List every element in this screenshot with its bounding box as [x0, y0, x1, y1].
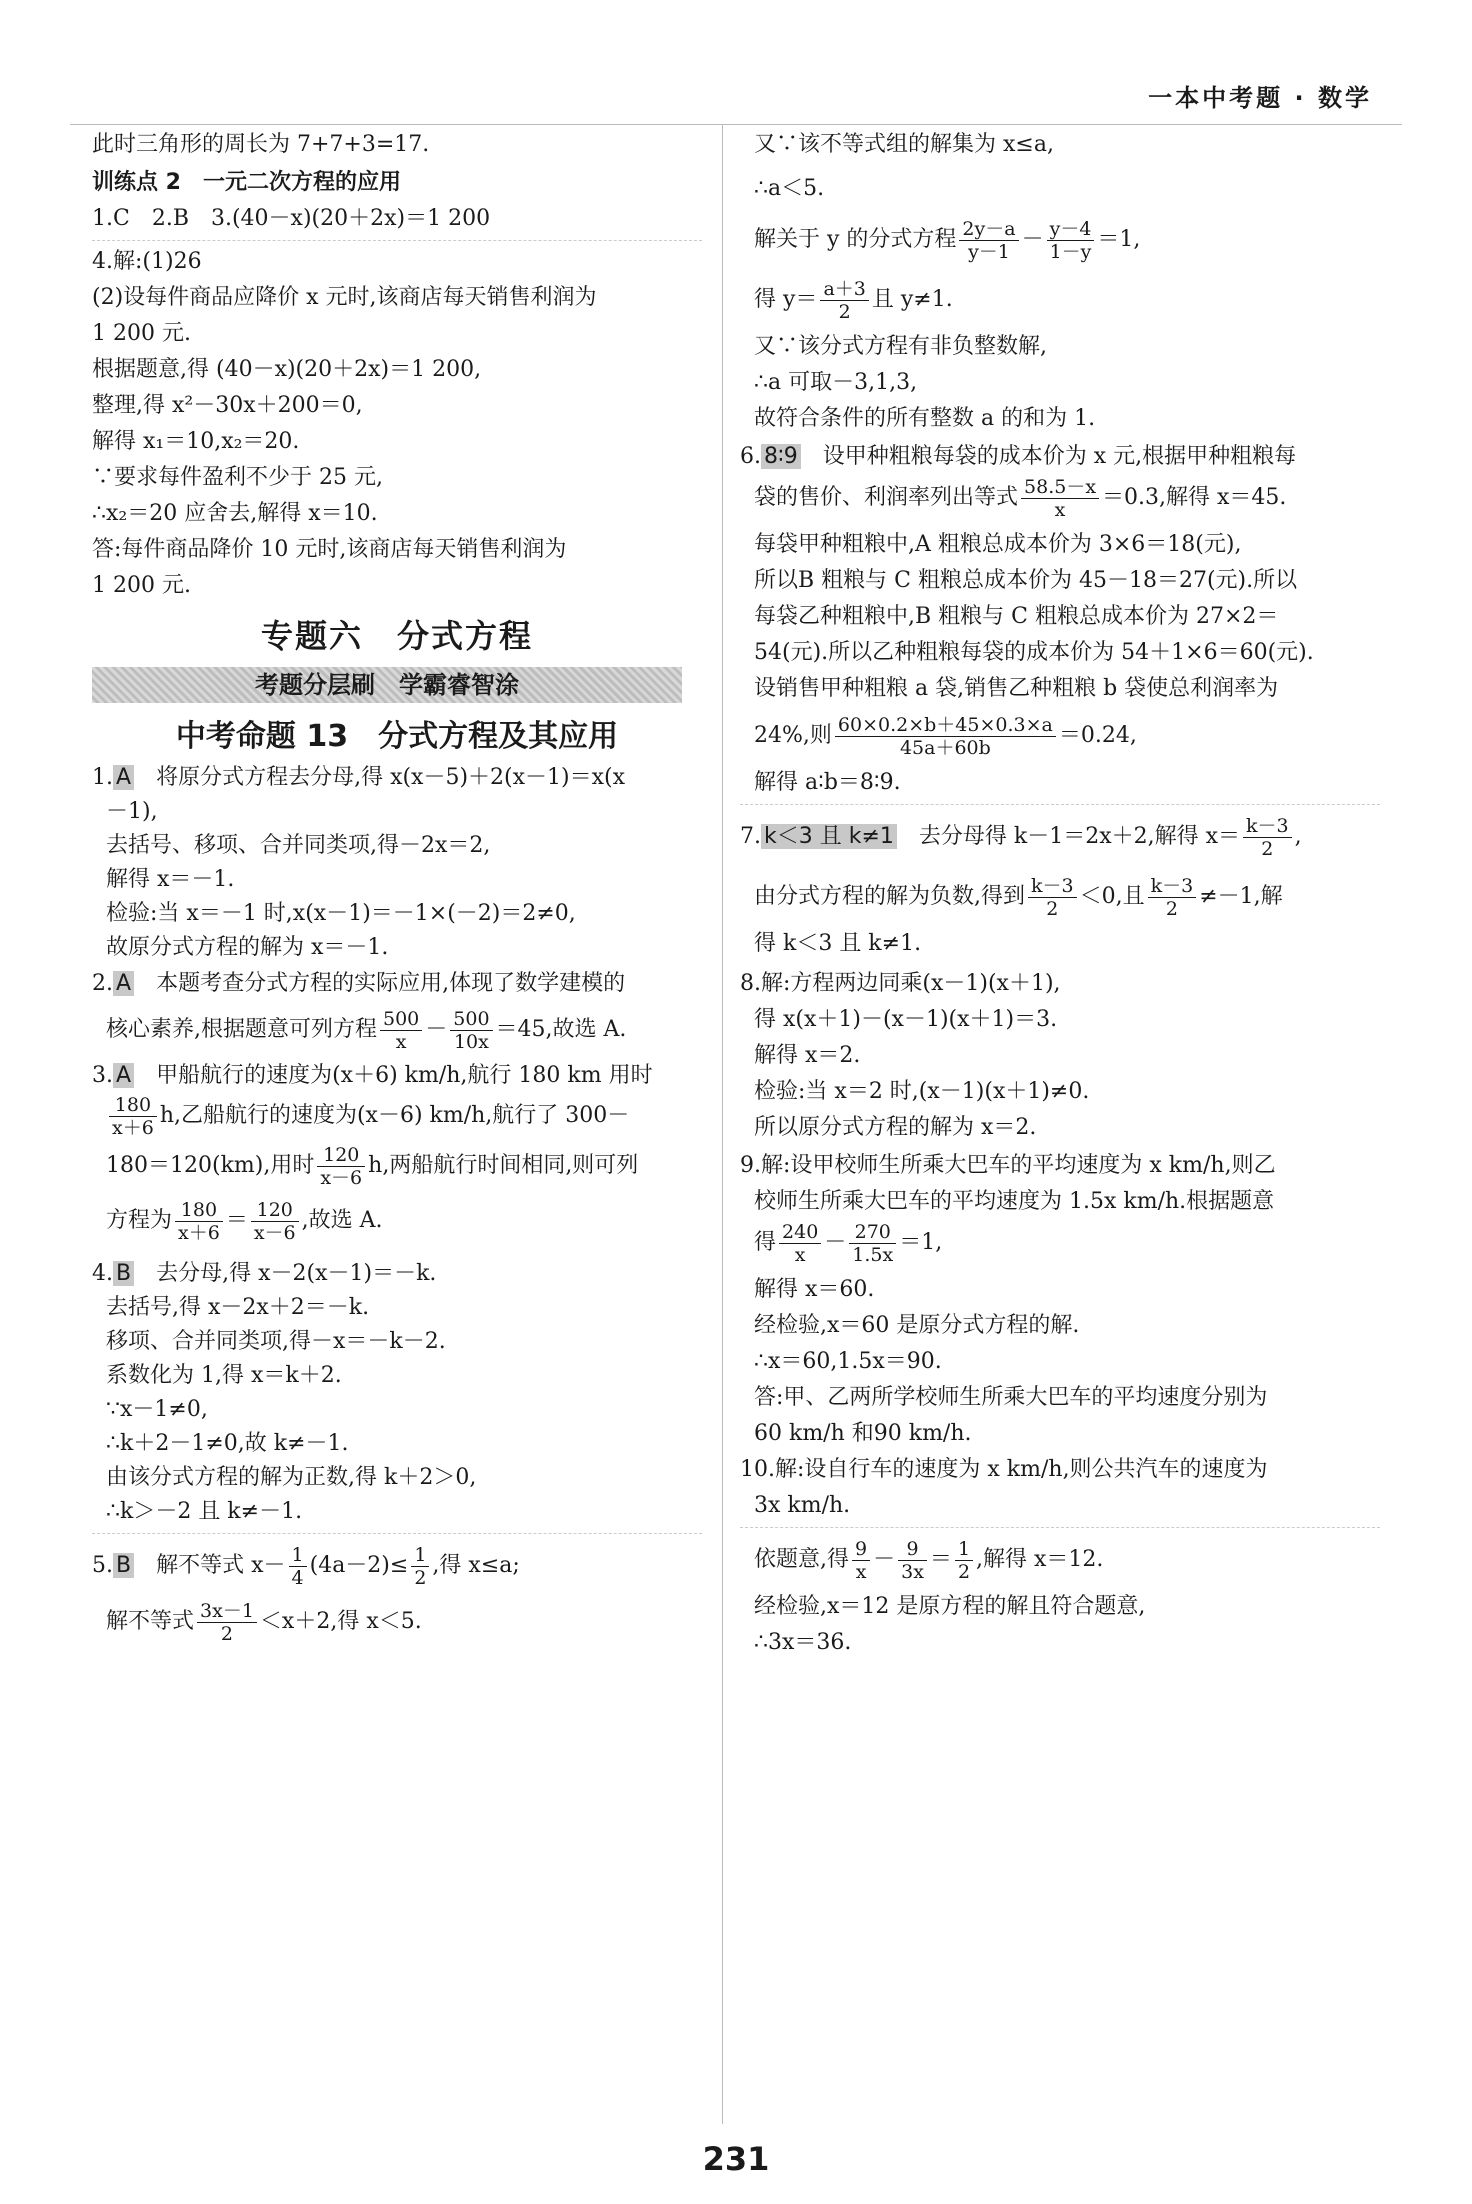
text-line: 检验:当 x＝2 时,(x－1)(x＋1)≠0.: [754, 1079, 1090, 1104]
question-4: 4. B 去分母,得 x－2(x－1)＝－k.: [92, 1261, 437, 1286]
text: ,故选 A.: [301, 1208, 383, 1233]
denominator: x: [395, 1030, 407, 1053]
fraction: [450, 1008, 492, 1053]
text-line: 经检验,x＝60 是原分式方程的解.: [754, 1313, 1080, 1338]
sub-title: 中考命题 13 分式方程及其应用: [175, 719, 619, 754]
text: h,两船航行时间相同,则可列: [368, 1153, 639, 1178]
denominator: x＋6: [112, 1116, 154, 1139]
numerator: 500: [380, 1008, 422, 1031]
text-line: 又∵该不等式组的解集为 x≤a,: [754, 132, 1054, 157]
question-3: 3. A 甲船航行的速度为(x＋6) km/h,航行 180 km 用时: [92, 1063, 653, 1088]
text-line: 1.C 2.B 3.(40－x)(20＋2x)＝1 200: [92, 206, 491, 231]
denominator: x－6: [253, 1221, 296, 1244]
text: 本题考查分式方程的实际应用,体现了数学建模的: [156, 971, 626, 996]
text: －: [873, 1547, 896, 1572]
text-line: 故符合条件的所有整数 a 的和为 1.: [754, 406, 1096, 431]
denominator: x＋6: [178, 1221, 220, 1244]
text-line: 得 x(x＋1)－(x－1)(x＋1)＝3.: [754, 1007, 1058, 1032]
text-line: [740, 472, 1380, 524]
text-line: [740, 708, 1380, 764]
numerator: 180: [175, 1199, 223, 1222]
numerator: 2y－a: [959, 218, 1018, 241]
text-line: 解得 x＝60.: [754, 1277, 875, 1302]
denominator: 2: [957, 1560, 971, 1583]
text: ＝45,故选 A.: [495, 1017, 627, 1042]
text-line: 经检验,x＝12 是原方程的解且符合题意,: [754, 1594, 1146, 1619]
answer-badge: A: [113, 971, 134, 996]
text-line: 答:甲、乙两所学校师生所乘大巴车的平均速度分别为: [754, 1385, 1268, 1410]
text: 解关于 y 的分式方程: [754, 227, 957, 252]
fraction: [1028, 875, 1077, 920]
text: ,: [1294, 824, 1302, 849]
answer-badge: B: [113, 1553, 134, 1578]
text: 核心素养,根据题意可列方程: [106, 1017, 377, 1042]
column-divider: [722, 124, 723, 2124]
fraction: [197, 1600, 257, 1645]
numerator: 270: [849, 1221, 896, 1244]
text-line: 检验:当 x＝－1 时,x(x－1)＝－1×(－2)＝2≠0,: [106, 901, 576, 926]
text: 180＝120(km),用时: [106, 1153, 315, 1178]
section-title: 专题六 分式方程: [260, 617, 533, 655]
text-line: 校师生所乘大巴车的平均速度为 1.5x km/h.根据题意: [754, 1189, 1275, 1214]
text-line: 解得 x₁＝10,x₂＝20.: [92, 429, 300, 454]
text-line: －1),: [106, 799, 158, 824]
divider: [740, 804, 1380, 805]
text-line: [92, 1141, 702, 1191]
text: ＜0,且: [1079, 884, 1145, 909]
fraction: [779, 1221, 821, 1266]
question-5: 5. B 解不等式 x－ $\frac{1}{4}$ (4a－2)≤ $\frac{1}{2}$ ,得 x≤a;: [92, 1543, 520, 1589]
text-line: 解得 x＝2.: [754, 1043, 861, 1068]
text: 依题意,得: [754, 1547, 849, 1572]
denominator: 2: [1261, 837, 1274, 860]
text-line: ∴a＜5.: [754, 176, 825, 201]
text: 24%,则: [754, 723, 832, 748]
numerator: 1: [955, 1538, 973, 1561]
text-line: 由该分式方程的解为正数,得 k＋2＞0,: [106, 1465, 477, 1490]
text-line: 8.解:方程两边同乘(x－1)(x＋1),: [740, 971, 1061, 996]
text-line: ∵要求每件盈利不少于 25 元,: [92, 465, 383, 490]
text: 设甲种粗粮每袋的成本价为 x 元,根据甲种粗粮每: [822, 444, 1297, 469]
answer-badge: A: [113, 1063, 134, 1088]
denominator: 2: [838, 300, 851, 323]
text-line: 1 200 元.: [92, 573, 191, 598]
question-7: 7. k＜3 且 k≠1 去分母得 k－1＝2x＋2,解得 x＝ $\frac{k-3}{2}$ ,: [740, 814, 1302, 860]
text-line: 1 200 元.: [92, 321, 191, 346]
text: ,得 x≤a;: [432, 1553, 520, 1578]
numerator: y－4: [1047, 218, 1095, 241]
denominator: 1－y: [1049, 240, 1092, 263]
text-line: [740, 1217, 1380, 1269]
numerator: 120: [317, 1144, 365, 1167]
text-line: ∵x－1≠0,: [106, 1397, 208, 1422]
answer-badge: A: [113, 765, 134, 790]
fraction: [849, 1221, 896, 1266]
text-line: [740, 871, 1380, 923]
denominator: 3x: [901, 1560, 924, 1583]
page-number: 231: [702, 2140, 770, 2178]
denominator: x: [1054, 498, 1066, 521]
denominator: x: [794, 1243, 806, 1266]
text: 由分式方程的解为负数,得到: [754, 884, 1025, 909]
denominator: 2: [1046, 897, 1059, 920]
text: (4a－2)≤: [309, 1553, 409, 1578]
numerator: 240: [779, 1221, 821, 1244]
text-line: 得 k＜3 且 k≠1.: [754, 931, 922, 956]
text: 方程为: [106, 1208, 173, 1233]
fraction: [1148, 875, 1197, 920]
text-line: 解得 a∶b＝8∶9.: [754, 770, 901, 795]
divider: [92, 1533, 702, 1534]
text-line: [92, 1091, 702, 1141]
numerator: 60×0.2×b＋45×0.3×a: [835, 714, 1056, 737]
text: 解不等式: [106, 1609, 195, 1634]
answer-badge: B: [113, 1261, 134, 1286]
text-line: ∴3x＝36.: [754, 1630, 852, 1655]
numerator: 3x－1: [197, 1600, 257, 1623]
text-line: [740, 214, 1380, 266]
divider: [92, 240, 702, 241]
text-line: 每袋乙种粗粮中,B 粗粮与 C 粗粮总成本价为 27×2＝: [754, 604, 1279, 629]
text-line: 所以B 粗粮与 C 粗粮总成本价为 45－18＝27(元).所以: [754, 568, 1298, 593]
numerator: a＋3: [820, 278, 868, 301]
header-divider: [70, 124, 1402, 125]
text: ＝: [225, 1208, 248, 1233]
fraction: [820, 278, 868, 323]
text: ＝0.24,: [1058, 723, 1137, 748]
answer-badge: 8∶9: [761, 444, 801, 469]
numerator: 1: [289, 1544, 307, 1567]
text: ＝1,: [1097, 227, 1141, 252]
text: －: [1021, 227, 1044, 252]
text: ≠－1,解: [1199, 884, 1283, 909]
text-line: 4.解:(1)26: [92, 249, 202, 274]
fraction: [898, 1538, 927, 1583]
text: ,解得 x＝12.: [976, 1547, 1104, 1572]
answer-badge: k＜3 且 k≠1: [761, 824, 897, 849]
text: －: [824, 1230, 847, 1255]
numerator: 180: [109, 1094, 157, 1117]
text-line: 10.解:设自行车的速度为 x km/h,则公共汽车的速度为: [740, 1457, 1268, 1482]
text-line: ∴a 可取－3,1,3,: [754, 370, 918, 395]
text-line: 去括号,得 x－2x＋2＝－k.: [106, 1295, 370, 1320]
fraction: [1021, 476, 1099, 521]
numerator: k－3: [1028, 875, 1077, 898]
fraction: [955, 1538, 973, 1583]
text-line: [92, 1592, 702, 1652]
question-1: 1. A 将原分式方程去分母,得 x(x－5)＋2(x－1)＝x(x: [92, 765, 626, 790]
numerator: k－3: [1148, 875, 1197, 898]
fraction: [835, 714, 1056, 759]
text-line: 答:每件商品降价 10 元时,该商店每天销售利润为: [92, 537, 567, 562]
text: ＝0.3,解得 x＝45.: [1102, 485, 1287, 510]
right-column: [740, 130, 1380, 1658]
text: 将原分式方程去分母,得 x(x－5)＋2(x－1)＝x(x: [156, 765, 626, 790]
text-line: 60 km/h 和90 km/h.: [754, 1421, 972, 1446]
text: 去分母得 k－1＝2x＋2,解得 x＝: [918, 824, 1241, 849]
fraction: [289, 1544, 307, 1589]
text-line: 去括号、移项、合并同类项,得－2x＝2,: [106, 833, 491, 858]
denominator: 4: [291, 1566, 304, 1589]
text: ＝1,: [899, 1230, 943, 1255]
text-line: ∴k＞－2 且 k≠－1.: [106, 1499, 303, 1524]
text-line: [92, 1007, 702, 1053]
text: －: [425, 1017, 448, 1042]
text-line: [740, 1534, 1380, 1586]
divider: [740, 1527, 1380, 1528]
text-line: 移项、合并同类项,得－x＝－k－2.: [106, 1329, 446, 1354]
denominator: y－1: [968, 240, 1010, 263]
denominator: 45a＋60b: [899, 736, 991, 759]
left-column: [92, 130, 702, 1652]
denominator: 1.5x: [852, 1243, 894, 1266]
text: 且 y≠1.: [871, 287, 953, 312]
text: h,乙船航行的速度为(x－6) km/h,航行了 300－: [159, 1103, 630, 1128]
text-line: ∴x₂＝20 应舍去,解得 x＝10.: [92, 501, 378, 526]
denominator: x－6: [320, 1166, 363, 1189]
text: 袋的售价、利润率列出等式: [754, 485, 1019, 510]
text-line: ∴x＝60,1.5x＝90.: [754, 1349, 942, 1374]
fraction: [109, 1094, 157, 1139]
text: ＜x＋2,得 x＜5.: [259, 1609, 422, 1634]
fraction: [380, 1008, 422, 1053]
denominator: 2: [414, 1566, 427, 1589]
numerator: 9: [852, 1538, 870, 1561]
fraction: [175, 1199, 223, 1244]
fraction: [411, 1544, 429, 1589]
fraction: [1047, 218, 1095, 263]
numerator: 120: [251, 1199, 299, 1222]
text-line: 解得 x＝－1.: [106, 867, 235, 892]
text: 得: [754, 1230, 777, 1255]
numerator: 500: [450, 1008, 492, 1031]
header-title: 一本中考题 · 数学: [1148, 84, 1372, 112]
denominator: 2: [1165, 897, 1178, 920]
denominator: 10x: [453, 1030, 489, 1053]
text-line: 9.解:设甲校师生所乘大巴车的平均速度为 x km/h,则乙: [740, 1153, 1276, 1178]
text-line: [92, 1191, 702, 1251]
text-line: 54(元).所以乙种粗粮每袋的成本价为 54＋1×6＝60(元).: [754, 640, 1314, 665]
numerator: 9: [898, 1538, 927, 1561]
text-line: 根据题意,得 (40－x)(20＋2x)＝1 200,: [92, 357, 482, 382]
question-6: 6. 8∶9 设甲种粗粮每袋的成本价为 x 元,根据甲种粗粮每: [740, 444, 1297, 469]
text-line: 故原分式方程的解为 x＝－1.: [106, 935, 389, 960]
text-line: 系数化为 1,得 x＝k＋2.: [106, 1363, 342, 1388]
text-line: [740, 274, 1380, 326]
numerator: k－3: [1243, 815, 1292, 838]
text-line: 每袋甲种粗粮中,A 粗粮总成本价为 3×6＝18(元),: [754, 532, 1242, 557]
text-line: (2)设每件商品应降价 x 元时,该商店每天销售利润为: [92, 285, 597, 310]
text-line: ∴k＋2－1≠0,故 k≠－1.: [106, 1431, 349, 1456]
denominator: x: [855, 1560, 867, 1583]
text: ＝: [929, 1547, 952, 1572]
text: 解不等式 x－: [156, 1553, 286, 1578]
fraction: [959, 218, 1018, 263]
question-2: 2. A 本题考查分式方程的实际应用,体现了数学建模的: [92, 971, 626, 996]
text-line: 所以原分式方程的解为 x＝2.: [754, 1115, 1037, 1140]
text: 去分母,得 x－2(x－1)＝－k.: [156, 1261, 437, 1286]
text-line: 设销售甲种粗粮 a 袋,销售乙种粗粮 b 袋使总利润率为: [754, 676, 1279, 701]
text-line: 又∵该分式方程有非负整数解,: [754, 334, 1047, 359]
fraction: [1243, 815, 1292, 860]
text: 甲船航行的速度为(x＋6) km/h,航行 180 km 用时: [156, 1063, 653, 1088]
fraction: [251, 1199, 299, 1244]
fraction: [852, 1538, 870, 1583]
text: 得 y＝: [754, 287, 818, 312]
fraction: [317, 1144, 365, 1189]
denominator: 2: [220, 1622, 234, 1645]
text-line: 3x km/h.: [754, 1493, 851, 1518]
banner: 考题分层刷 学霸睿智涂: [92, 667, 682, 703]
numerator: 58.5－x: [1021, 476, 1099, 499]
text-line: 此时三角形的周长为 7+7+3=17.: [92, 132, 430, 157]
training-point-heading: 训练点 2 一元二次方程的应用: [92, 170, 401, 195]
text-line: 整理,得 x²－30x＋200＝0,: [92, 393, 363, 418]
numerator: 1: [411, 1544, 429, 1567]
